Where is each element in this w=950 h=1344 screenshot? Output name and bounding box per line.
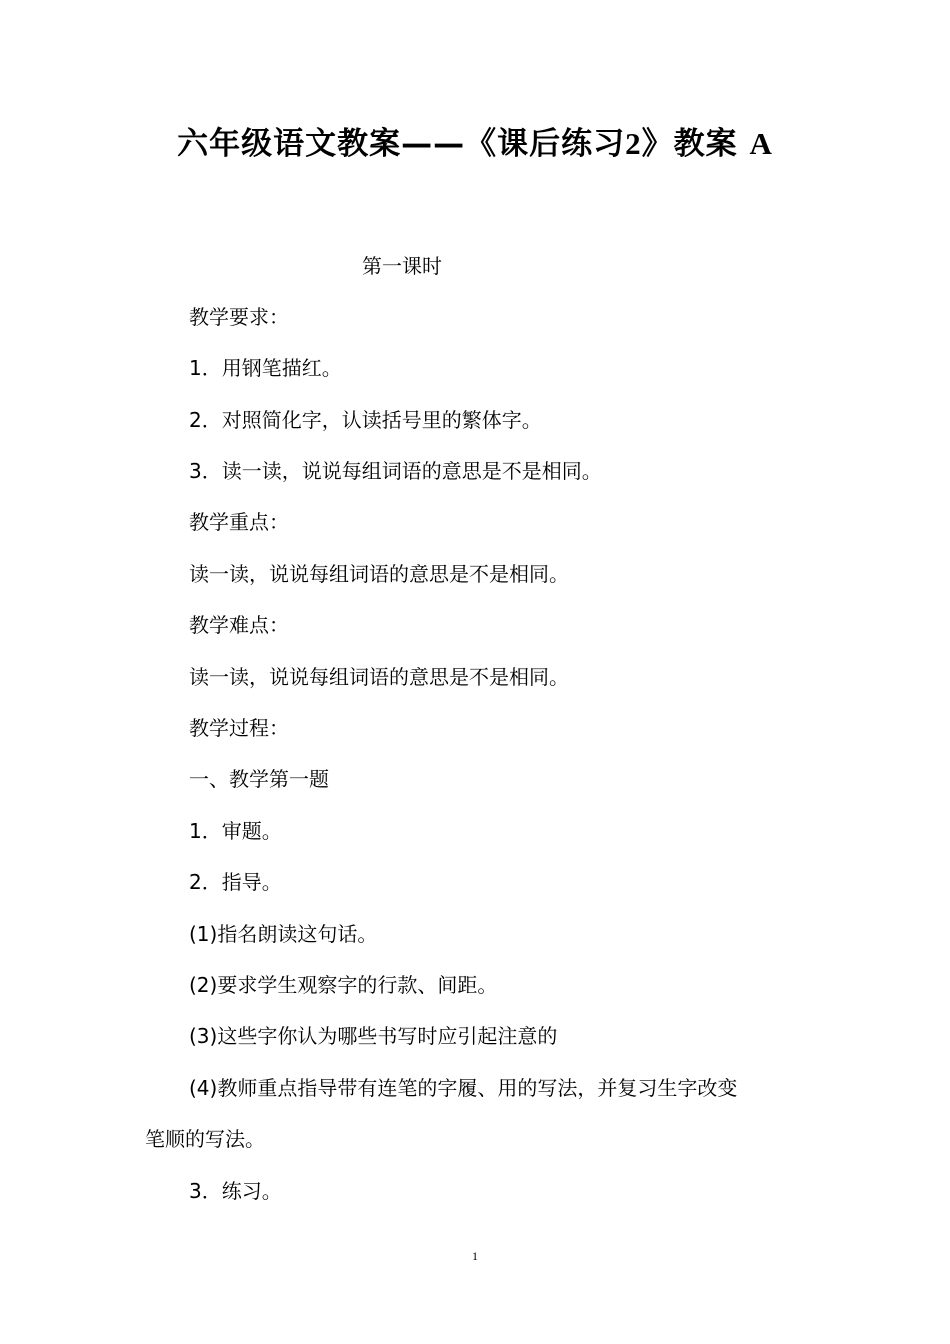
title-tail: 》教案	[641, 126, 738, 162]
title-number: 2	[625, 126, 642, 161]
difficulty-text: 读一读，说说每组词语的意思是不是相同。	[189, 665, 569, 689]
sub-step-2: (2)要求学生观察字的行款、间距。	[189, 973, 498, 997]
heading-requirements: 教学要求：	[189, 305, 289, 329]
sub-step-1: (1)指名朗读这句话。	[189, 922, 378, 946]
requirement-item-3: 3．读一读，说说每组词语的意思是不是相同。	[189, 459, 602, 483]
sub-step-3: (3)这些字你认为哪些书写时应引起注意的	[189, 1024, 558, 1048]
sub-step-4-continued: 笔顺的写法。	[145, 1127, 265, 1151]
process-step-1: 1．审题。	[189, 819, 282, 843]
process-step-3: 3．练习。	[189, 1179, 282, 1203]
process-step-2: 2．指导。	[189, 870, 282, 894]
section-one-heading: 一、教学第一题	[189, 767, 329, 791]
heading-difficulties: 教学难点：	[189, 613, 289, 637]
requirement-item-1: 1．用钢笔描红。	[189, 356, 342, 380]
sub-step-4: (4)教师重点指导带有连笔的字履、用的写法，并复习生字改变	[189, 1076, 738, 1100]
page-number: 1	[472, 1249, 478, 1263]
document-title	[0, 118, 950, 163]
title-main: 六年级语文教案——《课后练习	[177, 126, 626, 162]
requirement-item-2: 2．对照简化字，认读括号里的繁体字。	[189, 408, 542, 432]
heading-key-points: 教学重点：	[189, 510, 289, 534]
title-letter: A	[749, 126, 773, 161]
key-point-text: 读一读，说说每组词语的意思是不是相同。	[189, 562, 569, 586]
heading-process: 教学过程：	[189, 716, 289, 740]
lesson-subtitle: 第一课时	[362, 254, 442, 278]
